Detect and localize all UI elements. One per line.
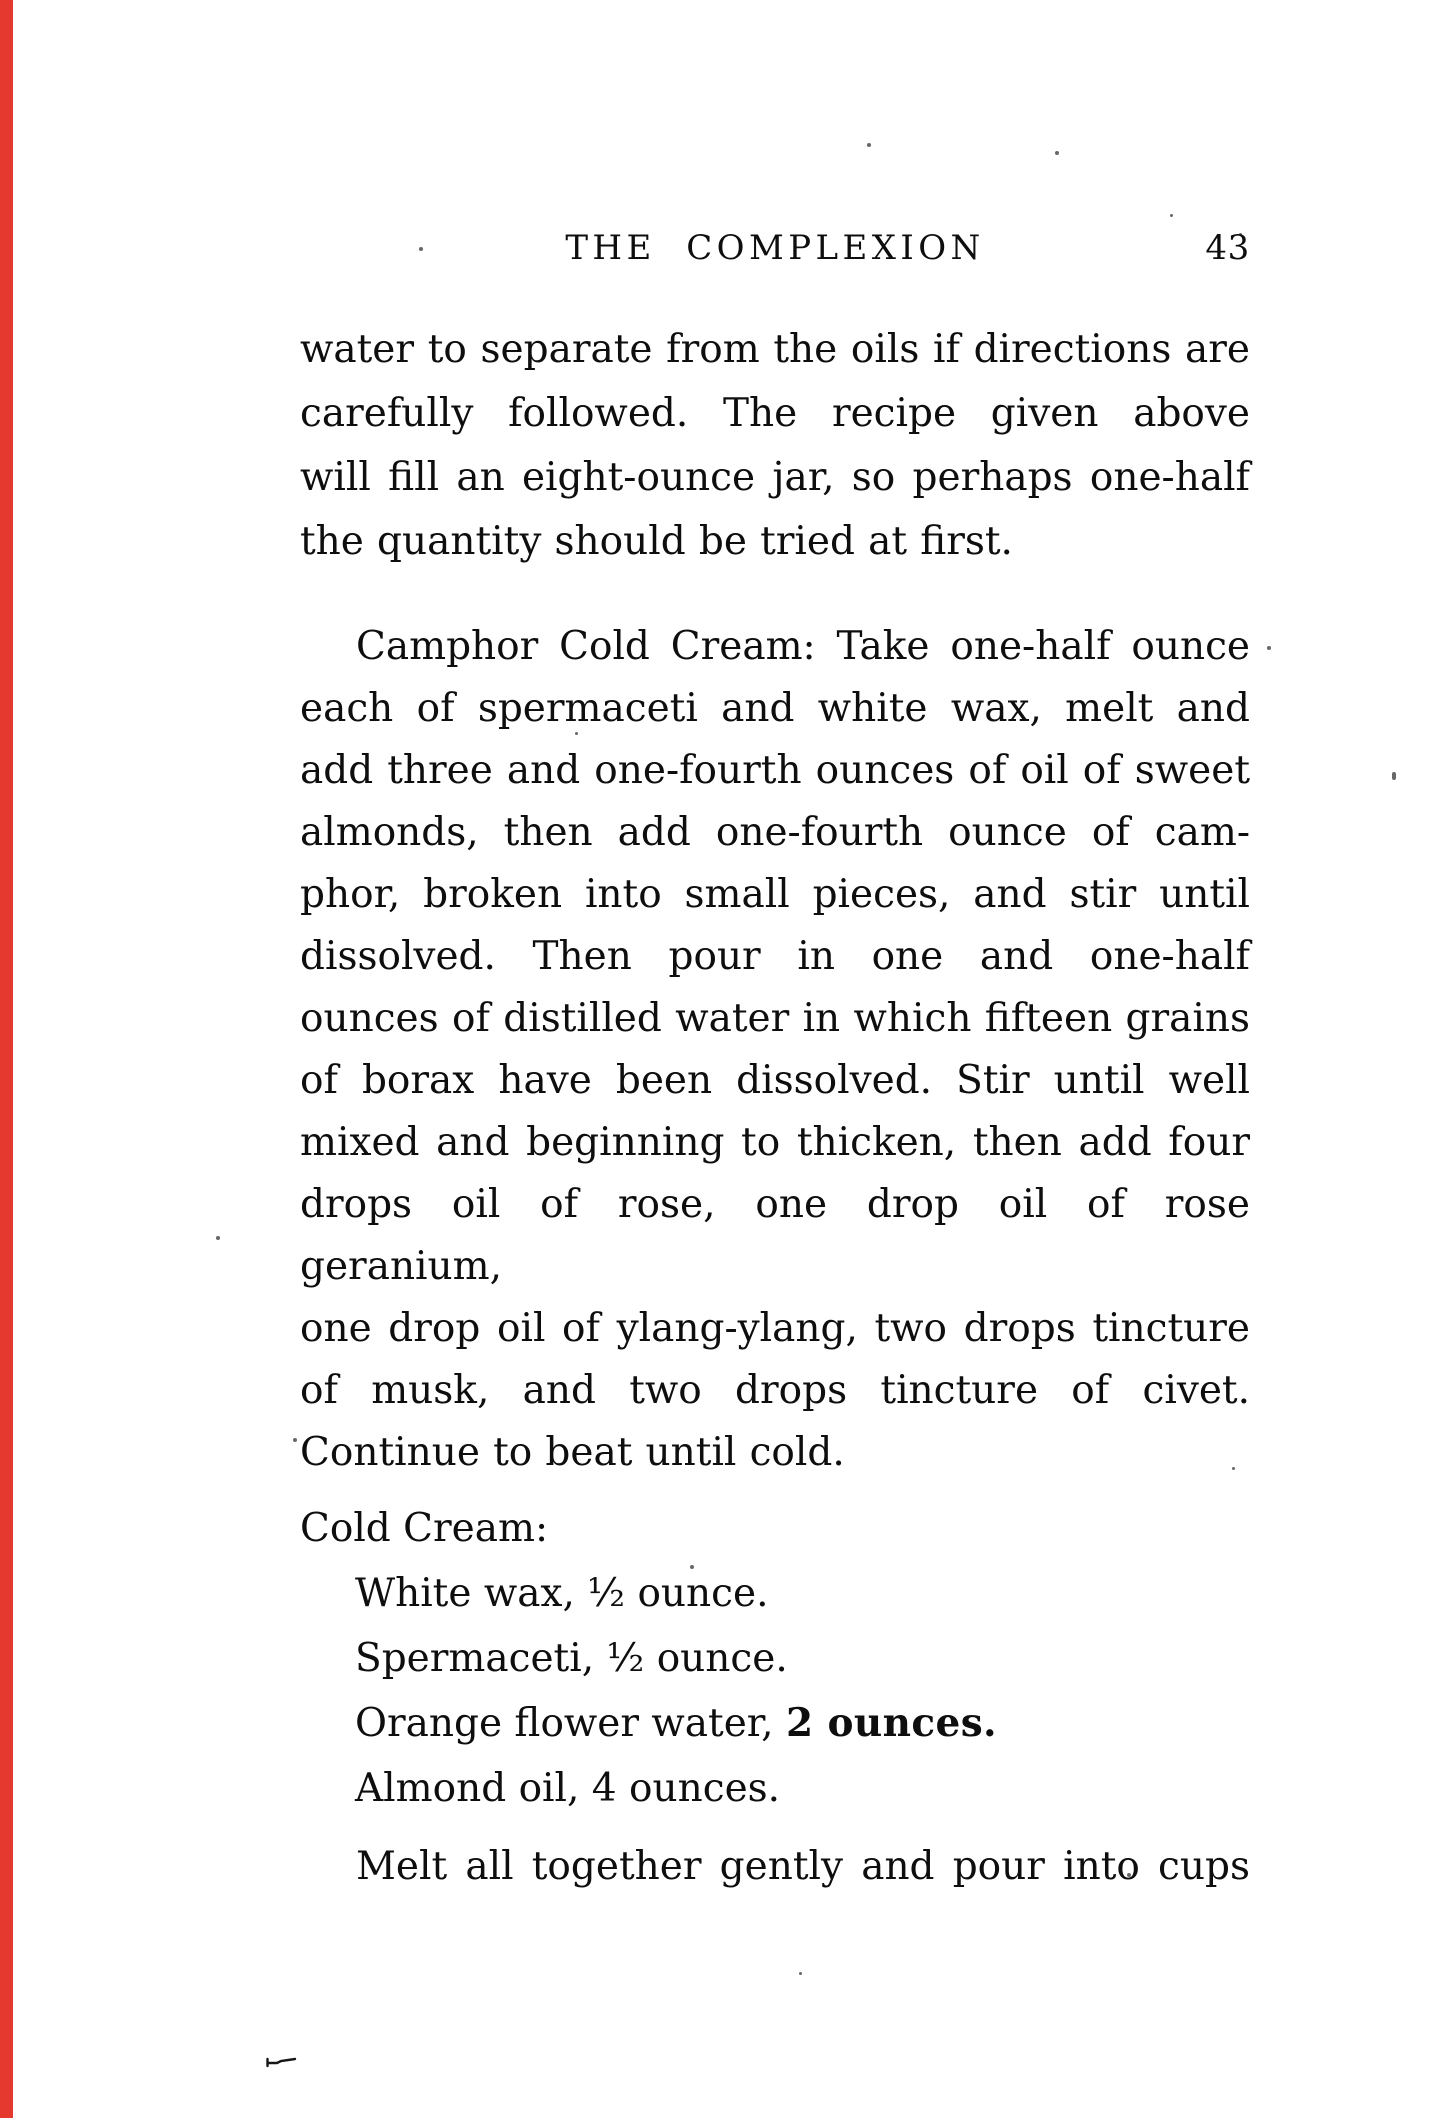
recipe-item	[300, 1756, 1250, 1821]
text-line: of musk, and two drops tincture of civet.	[300, 1368, 1250, 1413]
text-line: one drop oil of ylang-ylang, two drops tincture	[300, 1306, 1250, 1351]
ink-speck	[293, 1438, 297, 1442]
ink-speck	[216, 1236, 220, 1240]
text-line: drops oil of rose, one drop oil of rose geranium,	[300, 1182, 1250, 1289]
page-number: 43	[1205, 228, 1250, 268]
recipe-block	[300, 1497, 1250, 1821]
text-line: will fill an eight-ounce jar, so perhaps one-half	[300, 455, 1250, 500]
recipe-item-text: Almond oil, 4 ounces.	[355, 1766, 781, 1811]
recipe-item	[300, 1626, 1250, 1691]
recipe-item-text: Spermaceti, ½ ounce.	[355, 1636, 788, 1681]
text-line: ounces of distilled water in which fifteen grains	[300, 996, 1250, 1041]
text-line: add three and one-fourth ounces of oil of sweet	[300, 748, 1250, 793]
ink-speck	[799, 1972, 802, 1975]
recipe-heading: Cold Cream:	[300, 1506, 549, 1551]
page-header	[300, 228, 1250, 268]
text-line: Melt all together gently and pour into cups	[356, 1844, 1250, 1889]
paragraph	[300, 616, 1250, 1484]
text-line: water to separate from the oils if directions are	[300, 327, 1250, 372]
text-line: almonds, then add one-fourth ounce of cam-	[300, 810, 1250, 855]
text-line: carefully followed. The recipe given above	[300, 391, 1250, 436]
paragraph	[300, 1835, 1250, 1899]
recipe-item-text: White wax, ½ ounce.	[355, 1571, 769, 1616]
recipe-item	[300, 1561, 1250, 1626]
running-head: THE COMPLEXION	[565, 228, 985, 268]
ink-speck	[1267, 646, 1271, 650]
recipe-item-text: Orange flower water,	[355, 1701, 786, 1746]
text-line: phor, broken into small pieces, and stir until	[300, 872, 1250, 917]
recipe-item-bold: 2 ounces.	[785, 1700, 998, 1746]
text-line: dissolved. Then pour in one and one-half	[300, 934, 1250, 979]
text-line: the quantity should be tried at first.	[300, 519, 1013, 564]
pen-mark	[266, 2053, 298, 2072]
book-edge-stripe	[0, 0, 13, 2118]
text-line: Camphor Cold Cream: Take one-half ounce	[356, 624, 1250, 669]
ink-speck	[1392, 772, 1396, 780]
text-line: Continue to beat until cold.	[300, 1430, 845, 1475]
text-block	[300, 0, 1250, 1899]
text-line: each of spermaceti and white wax, melt and	[300, 686, 1250, 731]
paragraph	[300, 318, 1250, 574]
text-line: mixed and beginning to thicken, then add four	[300, 1120, 1250, 1165]
recipe-item	[300, 1691, 1250, 1756]
text-line: of borax have been dissolved. Stir until well	[300, 1058, 1250, 1103]
